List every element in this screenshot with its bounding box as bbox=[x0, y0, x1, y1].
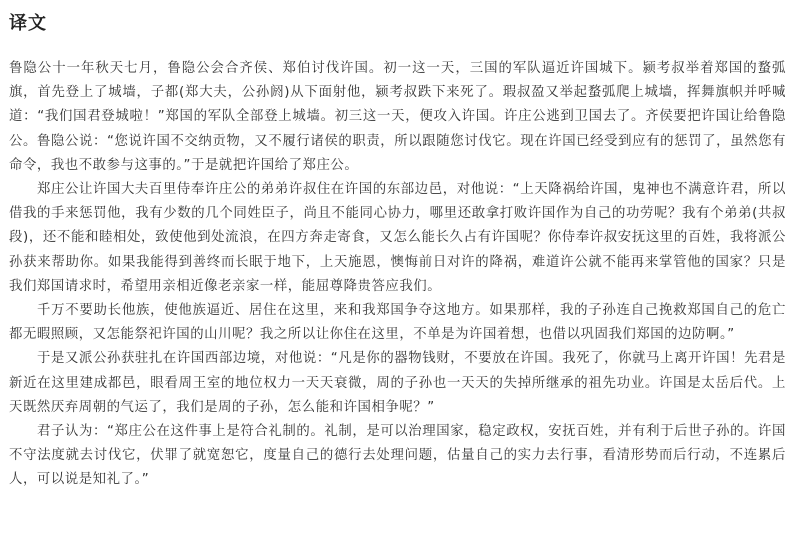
translation-body bbox=[9, 57, 786, 493]
section-title: 译文 bbox=[9, 13, 47, 34]
paragraph-1: 鲁隐公十一年秋天七月，鲁隐公会合齐侯、郑伯讨伐许国。初一这一天，三国的军队逼近许国城下。颍考叔举着郑国的蝥弧旗，首先登上了城墙，子都(郑大夫，公孙阏)从下面射他，颍考叔跌下来死了。瑕叔盈又举起蝥弧爬上城墙，挥舞旗帜并呼喊道：“我们国君登城啦！”郑国的军队全部登上城墙。初三这一天，便攻入许国。许庄公逃到卫国去了。齐侯要把许国让给鲁隐公。鲁隐公说：“您说许国不交纳贡物，又不履行诸侯的职责，所以跟随您讨伐它。现在许国已经受到应有的惩罚了，虽然您有命令，我也不敢参与这事的。”于是就把许国给了郑庄公。 bbox=[9, 61, 786, 173]
paragraph-4: 于是又派公孙获驻扎在许国西部边境，对他说：“凡是你的器物钱财，不要放在许国。我死了，你就马上离开许国！先君是新近在这里建成都邑，眼看周王室的地位权力一天天衰微，周的子孙也一天天的失掉所继承的祖先功业。许国是太岳后代。上天既然厌弃周朝的气运了，我们是周的子孙，怎么能和许国相争呢？” bbox=[9, 351, 786, 415]
paragraph-5: 君子认为：“郑庄公在这件事上是符合礼制的。礼制，是可以治理国家，稳定政权，安抚百姓，并有利于后世子孙的。许国不守法度就去讨伐它，伏罪了就宽恕它，度量自己的德行去处理问题，估量自己的实力去行事，看清形势而后行动，不连累后人，可以说是知礼了。” bbox=[9, 424, 786, 488]
paragraph-3: 千万不要助长他族，使他族逼近、居住在这里，来和我郑国争夺这地方。如果那样，我的子孙连自己挽救郑国自己的危亡都无暇照顾，又怎能祭祀许国的山川呢？我之所以让你住在这里，不单是为许国着想，也借以巩固我们郑国的边防啊。” bbox=[9, 303, 786, 343]
paragraph-2: 郑庄公让许国大夫百里侍奉许庄公的弟弟许叔住在许国的东部边邑，对他说：“上天降祸给许国，鬼神也不满意许君，所以借我的手来惩罚他，我有少数的几个同姓臣子，尚且不能同心协力，哪里还敢拿打败许国作为自己的功劳呢？我有个弟弟(共叔段)，还不能和睦相处，致使他到处流浪，在四方奔走寄食，又怎么能长久占有许国呢？你侍奉许叔安抚这里的百姓，我将派公孙获来帮助你。如果我能得到善终而长眠于地下，上天施恩，懊悔前日对许的降祸，难道许公就不能再来掌管他的国家？只是我们郑国请求时，希望用亲相近像老亲家一样，能屈尊降贵答应我们。 bbox=[9, 182, 786, 294]
